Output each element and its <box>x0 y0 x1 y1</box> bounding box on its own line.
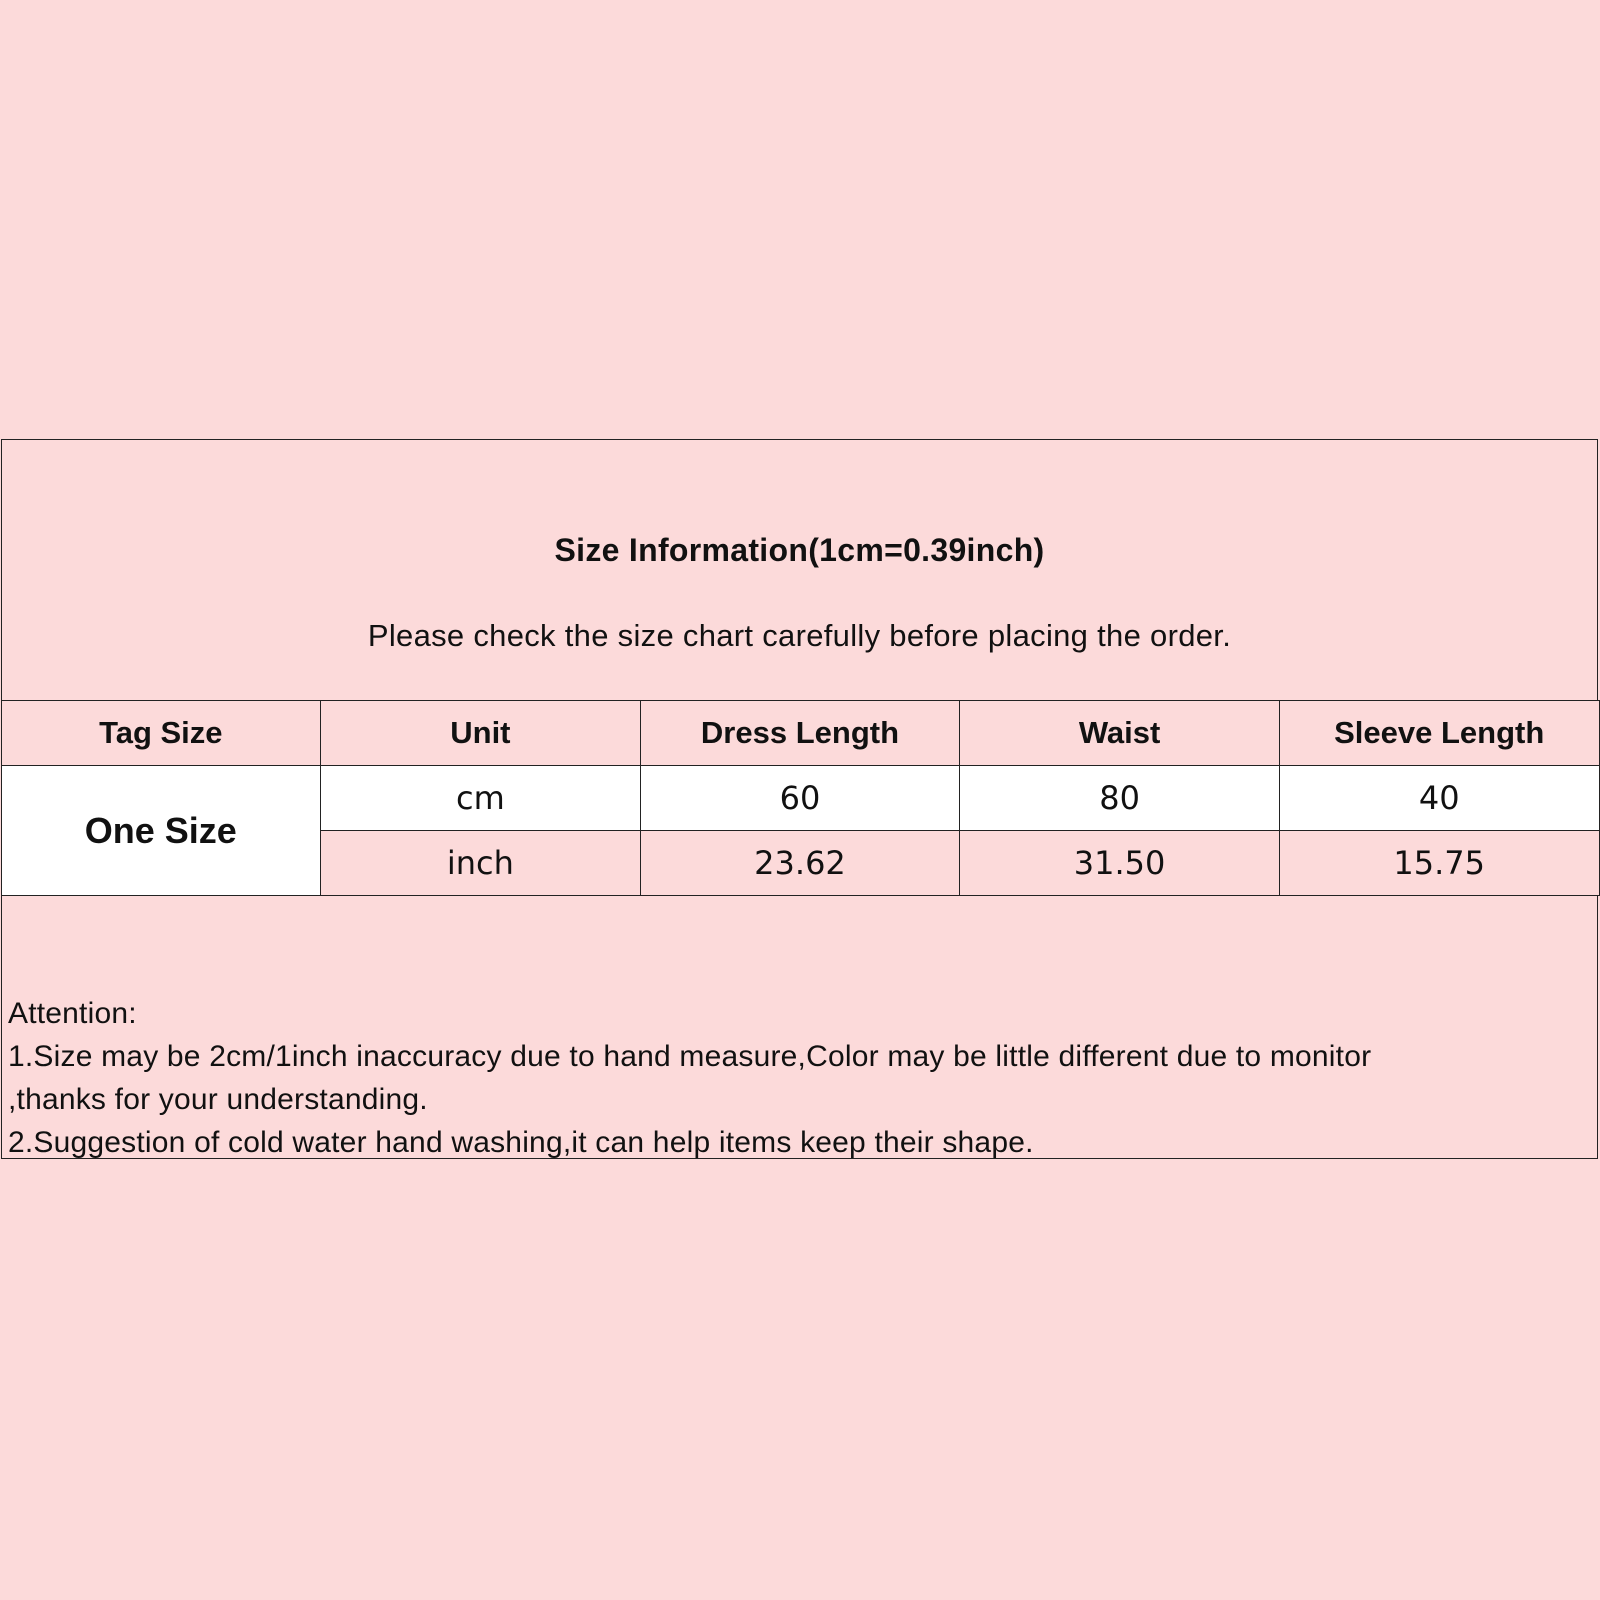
attention-line: ,thanks for your understanding. <box>8 1083 428 1116</box>
header-sleeve-length: Sleeve Length <box>1279 701 1599 766</box>
size-chart-panel <box>1 439 1598 1159</box>
waist-cell: 80 <box>960 766 1280 831</box>
unit-cell: inch <box>321 831 641 896</box>
dress-length-cell: 60 <box>640 766 960 831</box>
sleeve-length-cell: 40 <box>1279 766 1599 831</box>
dress-length-cell: 23.62 <box>640 831 960 896</box>
table-header-row <box>1 701 1599 766</box>
unit-cell: cm <box>321 766 641 831</box>
waist-cell: 31.50 <box>960 831 1280 896</box>
header-dress-length: Dress Length <box>640 701 960 766</box>
attention-notes <box>8 992 1371 1164</box>
header-waist: Waist <box>960 701 1280 766</box>
page-subtitle: Please check the size chart carefully before placing the order. <box>367 618 1232 653</box>
page-title: Size Information(1cm=0.39inch) <box>554 532 1045 568</box>
attention-line: 2.Suggestion of cold water hand washing,it can help items keep their shape. <box>8 1126 1034 1159</box>
table-row <box>1 766 1599 831</box>
size-table <box>1 700 1600 896</box>
tag-size-cell: One Size <box>1 766 321 896</box>
header-tag-size: Tag Size <box>1 701 321 766</box>
sleeve-length-cell: 15.75 <box>1279 831 1599 896</box>
attention-heading: Attention: <box>8 997 137 1030</box>
attention-line: 1.Size may be 2cm/1inch inaccuracy due to hand measure,Color may be little different due to monitor <box>8 1040 1372 1073</box>
header-unit: Unit <box>321 701 641 766</box>
